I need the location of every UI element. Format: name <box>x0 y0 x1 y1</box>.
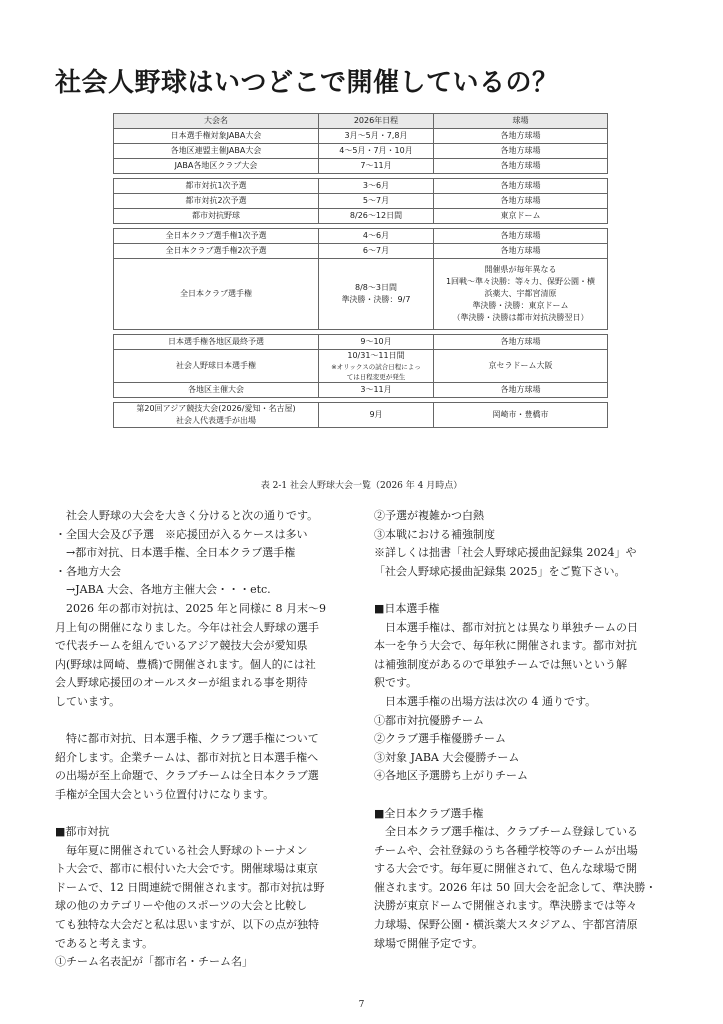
cell-schedule: 4～6月 <box>319 229 434 244</box>
text-line: 内(野球は岡崎、豊橋)で開催されます。個人的には社 <box>55 657 316 671</box>
cell-venue: 岡崎市・豊橋市 <box>434 403 608 428</box>
text-line: しています。 <box>55 694 121 708</box>
cell-venue: 各地方球場 <box>434 229 608 244</box>
cell-schedule: 4～5月・7月・10月 <box>319 144 434 159</box>
table-caption: 表 2-1 社会人野球大会一覧（2026 年 4 月時点） <box>260 481 463 491</box>
text-line: であると考えます。 <box>55 936 154 950</box>
text-line: 力球場、保野公園・横浜薬大スタジアム、宇都宮清原 <box>374 918 638 932</box>
table-row <box>114 194 608 209</box>
text-line: ドームで、12 日間連続で開催されます。都市対抗は野 <box>55 880 325 894</box>
text-line: する大会です。毎年夏に開催されて、色んな球場で開 <box>374 862 637 876</box>
blank-line <box>374 581 664 600</box>
cell-line: 8/8～3日間 <box>355 283 397 292</box>
text-line: の出場が至上命題で、クラブチームは全日本クラブ選 <box>55 769 319 783</box>
cell-tournament: 全日本クラブ選手権1次予選 <box>114 229 319 244</box>
text-line: 日本選手権は、都市対抗とは異なり単独チームの日 <box>374 620 638 634</box>
text-line: ③本戦における補強制度 <box>374 527 495 541</box>
cell-line: 10/31～11日間 <box>347 351 405 360</box>
cell-line: 社会人代表選手が出場 <box>176 416 256 425</box>
cell-venue: 各地方球場 <box>434 244 608 259</box>
blank-line <box>55 712 345 731</box>
text-line: 社会人野球の大会を大きく分けると次の通りです。 <box>55 509 319 522</box>
cell-schedule: 7～11月 <box>319 159 434 174</box>
text-line: 2026 年の都市対抗は、2025 年と同様に 8 月末～9 <box>55 601 326 615</box>
right-column <box>374 507 664 953</box>
text-line: 決勝が東京ドームで開催されます。準決勝までは等々 <box>374 899 638 913</box>
header-schedule: 2026年日程 <box>319 114 434 129</box>
cell-venue: 各地方球場 <box>434 144 608 159</box>
cell-schedule: 9月 <box>319 403 434 428</box>
cell-line: （準決勝・決勝は都市対抗決勝翌日） <box>452 313 589 322</box>
text-line: ・全国大会及び予選 ※応援団が入るケースは多い <box>55 527 308 541</box>
text-line: は補強制度があるので単独チームでは無いという解 <box>374 657 627 671</box>
header-venue: 球場 <box>434 114 608 129</box>
cell-line: 準決勝・決勝：9/7 <box>341 295 411 304</box>
table-row <box>114 159 608 174</box>
cell-tournament: 各地区主催大会 <box>114 383 319 398</box>
text-line: 全日本クラブ選手権は、クラブチーム登録している <box>374 825 638 839</box>
text-line: ④各地区予選勝ち上がりチーム <box>374 769 528 783</box>
page-title: 社会人野球はいつどこで開催しているの？ <box>55 68 559 98</box>
cell-venue: 各地方球場 <box>434 159 608 174</box>
text-line: で代表チームを組んでいるアジア競技大会が愛知県 <box>55 639 308 653</box>
cell-venue: 京セラドーム大阪 <box>434 350 608 383</box>
cell-schedule: 6～7月 <box>319 244 434 259</box>
cell-venue: 各地方球場 <box>434 194 608 209</box>
text-line: 本一を争う大会で、毎年秋に開催されます。都市対抗 <box>374 639 637 653</box>
table-row <box>114 229 608 244</box>
text-line: 手権が全国大会という位置付けになります。 <box>55 787 275 801</box>
cell-tournament: 全日本クラブ選手権2次予選 <box>114 244 319 259</box>
header-tournament: 大会名 <box>114 114 319 129</box>
cell-schedule: 8/26～12日間 <box>319 209 434 224</box>
cell-schedule: 9～10月 <box>319 335 434 350</box>
text-line: ②予選が複雑かつ白熱 <box>374 509 484 522</box>
cell-tournament: JABA各地区クラブ大会 <box>114 159 319 174</box>
cell-schedule: 3～6月 <box>319 179 434 194</box>
text-line: ・各地方大会 <box>55 564 121 578</box>
cell-tournament: 都市対抗野球 <box>114 209 319 224</box>
cell-tournament: 日本選手権各地区最終予選 <box>114 335 319 350</box>
cell-line: 1回戦～準々決勝：等々力、保野公園・横 <box>445 277 596 286</box>
cell-tournament: 各地区連盟主催JABA大会 <box>114 144 319 159</box>
cell-tournament <box>114 403 319 428</box>
table-row <box>114 403 608 428</box>
text-line: 「社会人野球応援曲記録集 2025」をご覧下さい。 <box>374 564 626 578</box>
cell-tournament: 都市対抗1次予選 <box>114 179 319 194</box>
cell-line: ては日程変更が発生 <box>346 373 406 381</box>
text-line: 催されます。2026 年は 50 回大会を記念して、準決勝・ <box>374 880 657 894</box>
section-heading: ■都市対抗 <box>55 825 110 839</box>
table-row <box>114 144 608 159</box>
cell-line: 浜薬大、宇都宮清原 <box>484 289 557 298</box>
text-line: ③対象 JABA 大会優勝チーム <box>374 750 520 764</box>
text-line: 球場で開催予定です。 <box>374 936 484 950</box>
text-line: ①都市対抗優勝チーム <box>374 713 484 727</box>
table-row <box>114 335 608 350</box>
cell-tournament: 社会人野球日本選手権 <box>114 350 319 383</box>
cell-schedule: 3月～5月・7,8月 <box>319 129 434 144</box>
cell-venue: 各地方球場 <box>434 179 608 194</box>
text-line: ①チーム名表記が「都市名・チーム名」 <box>55 955 253 969</box>
cell-line: ※オリックスの試合日程によっ <box>331 363 421 371</box>
cell-venue: 各地方球場 <box>434 335 608 350</box>
cell-line: 準決勝・決勝：東京ドーム <box>472 301 569 310</box>
cell-line: 第20回アジア競技大会(2026/愛知・名古屋) <box>136 404 296 413</box>
table-row <box>114 383 608 398</box>
text-line: ②クラブ選手権優勝チーム <box>374 732 506 746</box>
cell-venue: 東京ドーム <box>434 209 608 224</box>
text-line: 月上旬の開催になりました。今年は社会人野球の選手 <box>55 620 319 634</box>
blank-line <box>55 805 345 824</box>
text-line: 日本選手権の出場方法は次の 4 通りです。 <box>374 694 597 708</box>
cell-schedule <box>319 350 434 383</box>
cell-venue: 各地方球場 <box>434 383 608 398</box>
text-line: ても独特な大会だと私は思いますが、以下の点が独特 <box>55 918 319 932</box>
table-row <box>114 350 608 383</box>
text-line: →都市対抗、日本選手権、全日本クラブ選手権 <box>55 546 296 560</box>
cell-tournament: 日本選手権対象JABA大会 <box>114 129 319 144</box>
cell-tournament: 全日本クラブ選手権 <box>114 259 319 330</box>
section-heading: ■日本選手権 <box>374 601 440 615</box>
text-line: チームや、会社登録のうち各種学校等のチームが出場 <box>374 843 638 857</box>
text-line: 毎年夏に開催されている社会人野球のトーナメン <box>55 843 308 857</box>
cell-venue: 各地方球場 <box>434 129 608 144</box>
page-number: 7 <box>358 1000 365 1010</box>
text-line: 釈です。 <box>374 676 418 690</box>
cell-schedule: 3～11月 <box>319 383 434 398</box>
table-row <box>114 259 608 330</box>
text-line: 紹介します。企業チームは、都市対抗と日本選手権へ <box>55 750 319 764</box>
table-row <box>114 129 608 144</box>
text-line: ト大会で、都市に根付いた大会です。開催球場は東京 <box>55 862 318 876</box>
text-line: 球の他のカテゴリーや他のスポーツの大会と比較し <box>55 899 308 913</box>
text-line: →JABA 大会、各地方主催大会・・・etc. <box>55 583 271 597</box>
left-column <box>55 507 345 972</box>
text-line: ※詳しくは拙書「社会人野球応援曲記録集 2024」や <box>374 546 637 560</box>
tournament-table <box>113 113 608 428</box>
table-header-row <box>114 114 608 129</box>
blank-line <box>374 786 664 805</box>
table-row <box>114 179 608 194</box>
cell-line: 開催県が毎年異なる <box>484 265 557 274</box>
cell-schedule: 5～7月 <box>319 194 434 209</box>
table-row <box>114 209 608 224</box>
section-heading: ■全日本クラブ選手権 <box>374 806 484 820</box>
text-line: 特に都市対抗、日本選手権、クラブ選手権について <box>55 732 319 746</box>
cell-tournament: 都市対抗2次予選 <box>114 194 319 209</box>
cell-venue <box>434 259 608 330</box>
cell-schedule <box>319 259 434 330</box>
table-row <box>114 244 608 259</box>
text-line: 会人野球応援団のオールスターが組まれる事を期待 <box>55 676 308 690</box>
